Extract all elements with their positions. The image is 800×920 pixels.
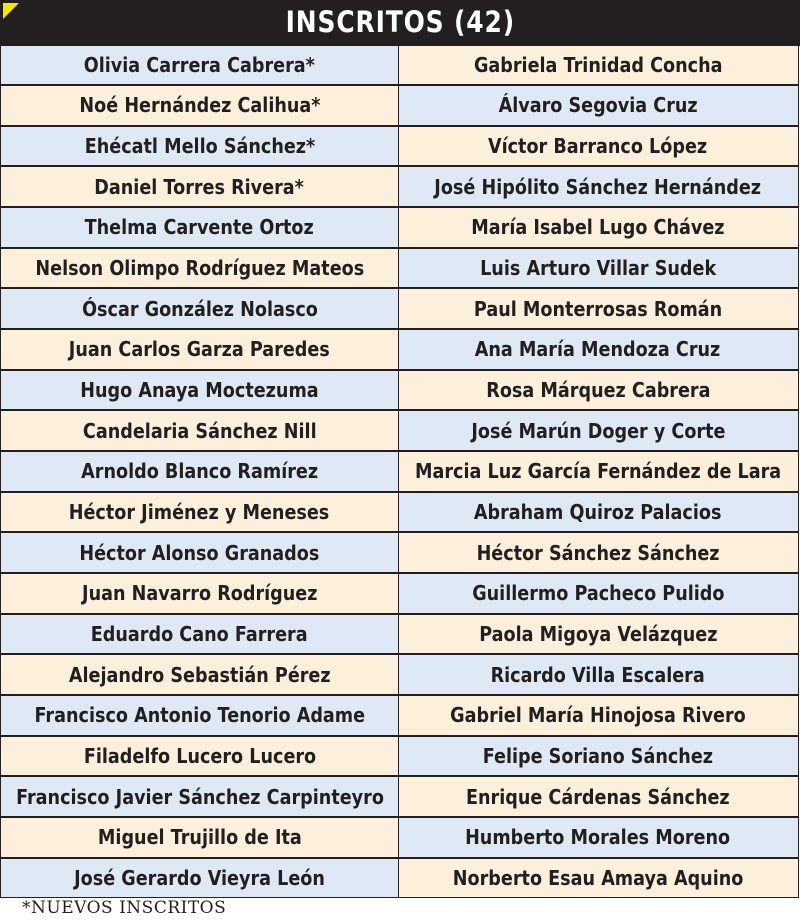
name-text: José Gerardo Vieyra León (74, 865, 325, 890)
table-row (0, 209, 800, 250)
name-text: Hugo Anaya Moctezuma (80, 378, 319, 403)
table-row (0, 615, 800, 656)
name-text: Víctor Barranco López (488, 134, 708, 159)
name-cell-left (0, 736, 399, 777)
table-row (0, 859, 800, 900)
page-title: INSCRITOS (42) (285, 5, 515, 39)
name-text: Olivia Carrera Cabrera* (83, 52, 316, 77)
name-cell-right (398, 45, 799, 86)
name-text: Rosa Márquez Cabrera (485, 378, 711, 403)
name-text: Ana María Mendoza Cruz (475, 337, 721, 362)
table-row (0, 290, 800, 331)
name-cell-right (398, 126, 799, 167)
name-cell-left (0, 695, 399, 736)
name-cell-left (0, 126, 399, 167)
name-text: Gabriela Trinidad Concha (473, 52, 723, 77)
name-cell-right (398, 573, 799, 614)
table-row (0, 737, 800, 778)
table-header (0, 0, 800, 44)
name-cell-left (0, 532, 399, 573)
table-row (0, 453, 800, 494)
table-row (0, 697, 800, 738)
name-text: Francisco Antonio Tenorio Adame (34, 703, 365, 728)
name-text: Paola Migoya Velázquez (478, 622, 718, 647)
name-cell-left (0, 654, 399, 695)
table-row (0, 412, 800, 453)
table-row (0, 249, 800, 290)
name-cell-left (0, 166, 399, 207)
name-text: María Isabel Lugo Chávez (471, 215, 725, 240)
name-cell-left (0, 207, 399, 248)
table-row (0, 778, 800, 819)
name-text: Enrique Cárdenas Sánchez (466, 784, 730, 809)
name-text: Gabriel María Hinojosa Rivero (450, 703, 746, 728)
name-text: Marcia Luz García Fernández de Lara (414, 459, 782, 484)
name-text: Francisco Javier Sánchez Carpinteyro (15, 784, 384, 809)
name-text: Nelson Olimpo Rodríguez Mateos (35, 256, 364, 281)
name-text: Álvaro Segovia Cruz (498, 93, 698, 118)
name-cell-left (0, 45, 399, 86)
name-text: Ehécatl Mello Sánchez* (84, 134, 315, 159)
name-cell-right (398, 817, 799, 858)
name-cell-left (0, 492, 399, 533)
name-cell-right (398, 329, 799, 370)
table-row (0, 127, 800, 168)
name-cell-left (0, 858, 399, 899)
name-cell-right (398, 248, 799, 289)
name-cell-left (0, 288, 399, 329)
table-row (0, 168, 800, 209)
table-row (0, 656, 800, 697)
name-cell-right (398, 166, 799, 207)
names-table (0, 44, 800, 897)
name-cell-right (398, 654, 799, 695)
name-cell-right (398, 736, 799, 777)
name-cell-right (398, 614, 799, 655)
name-text: José Marún Doger y Corte (470, 418, 726, 443)
name-text: Paul Monterrosas Román (473, 296, 723, 321)
name-cell-left (0, 817, 399, 858)
name-cell-right (398, 532, 799, 573)
table-row (0, 493, 800, 534)
footnote: *NUEVOS INSCRITOS (22, 898, 227, 918)
name-cell-left (0, 776, 399, 817)
name-cell-left (0, 329, 399, 370)
table-row (0, 534, 800, 575)
table-row (0, 46, 800, 87)
name-text: Ricardo Villa Escalera (490, 662, 706, 687)
name-cell-right (398, 288, 799, 329)
name-cell-right (398, 85, 799, 126)
name-text: Héctor Sánchez Sánchez (476, 540, 720, 565)
name-text: Arnoldo Blanco Ramírez (81, 459, 318, 484)
table-row (0, 87, 800, 128)
name-cell-right (398, 858, 799, 899)
name-text: Abraham Quiroz Palacios (474, 500, 722, 525)
name-cell-right (398, 451, 799, 492)
name-text: José Hipólito Sánchez Hernández (434, 174, 762, 199)
name-text: Daniel Torres Rivera* (94, 174, 305, 199)
name-cell-left (0, 614, 399, 655)
table-row (0, 371, 800, 412)
name-cell-left (0, 370, 399, 411)
name-text: Guillermo Pacheco Pulido (471, 581, 725, 606)
name-text: Juan Navarro Rodríguez (81, 581, 318, 606)
name-text: Norberto Esau Amaya Aquino (452, 865, 744, 890)
name-text: Luis Arturo Villar Sudek (479, 256, 717, 281)
name-text: Filadelfo Lucero Lucero (83, 743, 316, 768)
name-cell-left (0, 451, 399, 492)
name-cell-left (0, 573, 399, 614)
name-cell-right (398, 207, 799, 248)
table-row (0, 331, 800, 372)
name-text: Alejandro Sebastián Pérez (68, 662, 331, 687)
name-text: Felipe Soriano Sánchez (482, 743, 714, 768)
name-text: Eduardo Cano Farrera (91, 622, 308, 647)
name-cell-left (0, 85, 399, 126)
name-cell-right (398, 410, 799, 451)
table-row (0, 818, 800, 859)
name-text: Juan Carlos Garza Paredes (68, 337, 331, 362)
name-cell-left (0, 410, 399, 451)
name-text: Humberto Morales Moreno (465, 825, 731, 850)
name-text: Thelma Carvente Ortoz (84, 215, 315, 240)
name-text: Noé Hernández Calihua* (78, 93, 321, 118)
name-cell-right (398, 695, 799, 736)
name-cell-left (0, 248, 399, 289)
name-text: Héctor Jiménez y Meneses (69, 500, 330, 525)
name-cell-right (398, 776, 799, 817)
corner-accent-mark (3, 3, 19, 19)
table-row (0, 575, 800, 616)
name-text: Miguel Trujillo de Ita (97, 825, 302, 850)
name-text: Héctor Alonso Granados (79, 540, 320, 565)
name-text: Candelaria Sánchez Nill (82, 418, 317, 443)
name-cell-right (398, 492, 799, 533)
name-cell-right (398, 370, 799, 411)
name-text: Óscar González Nolasco (81, 296, 318, 321)
